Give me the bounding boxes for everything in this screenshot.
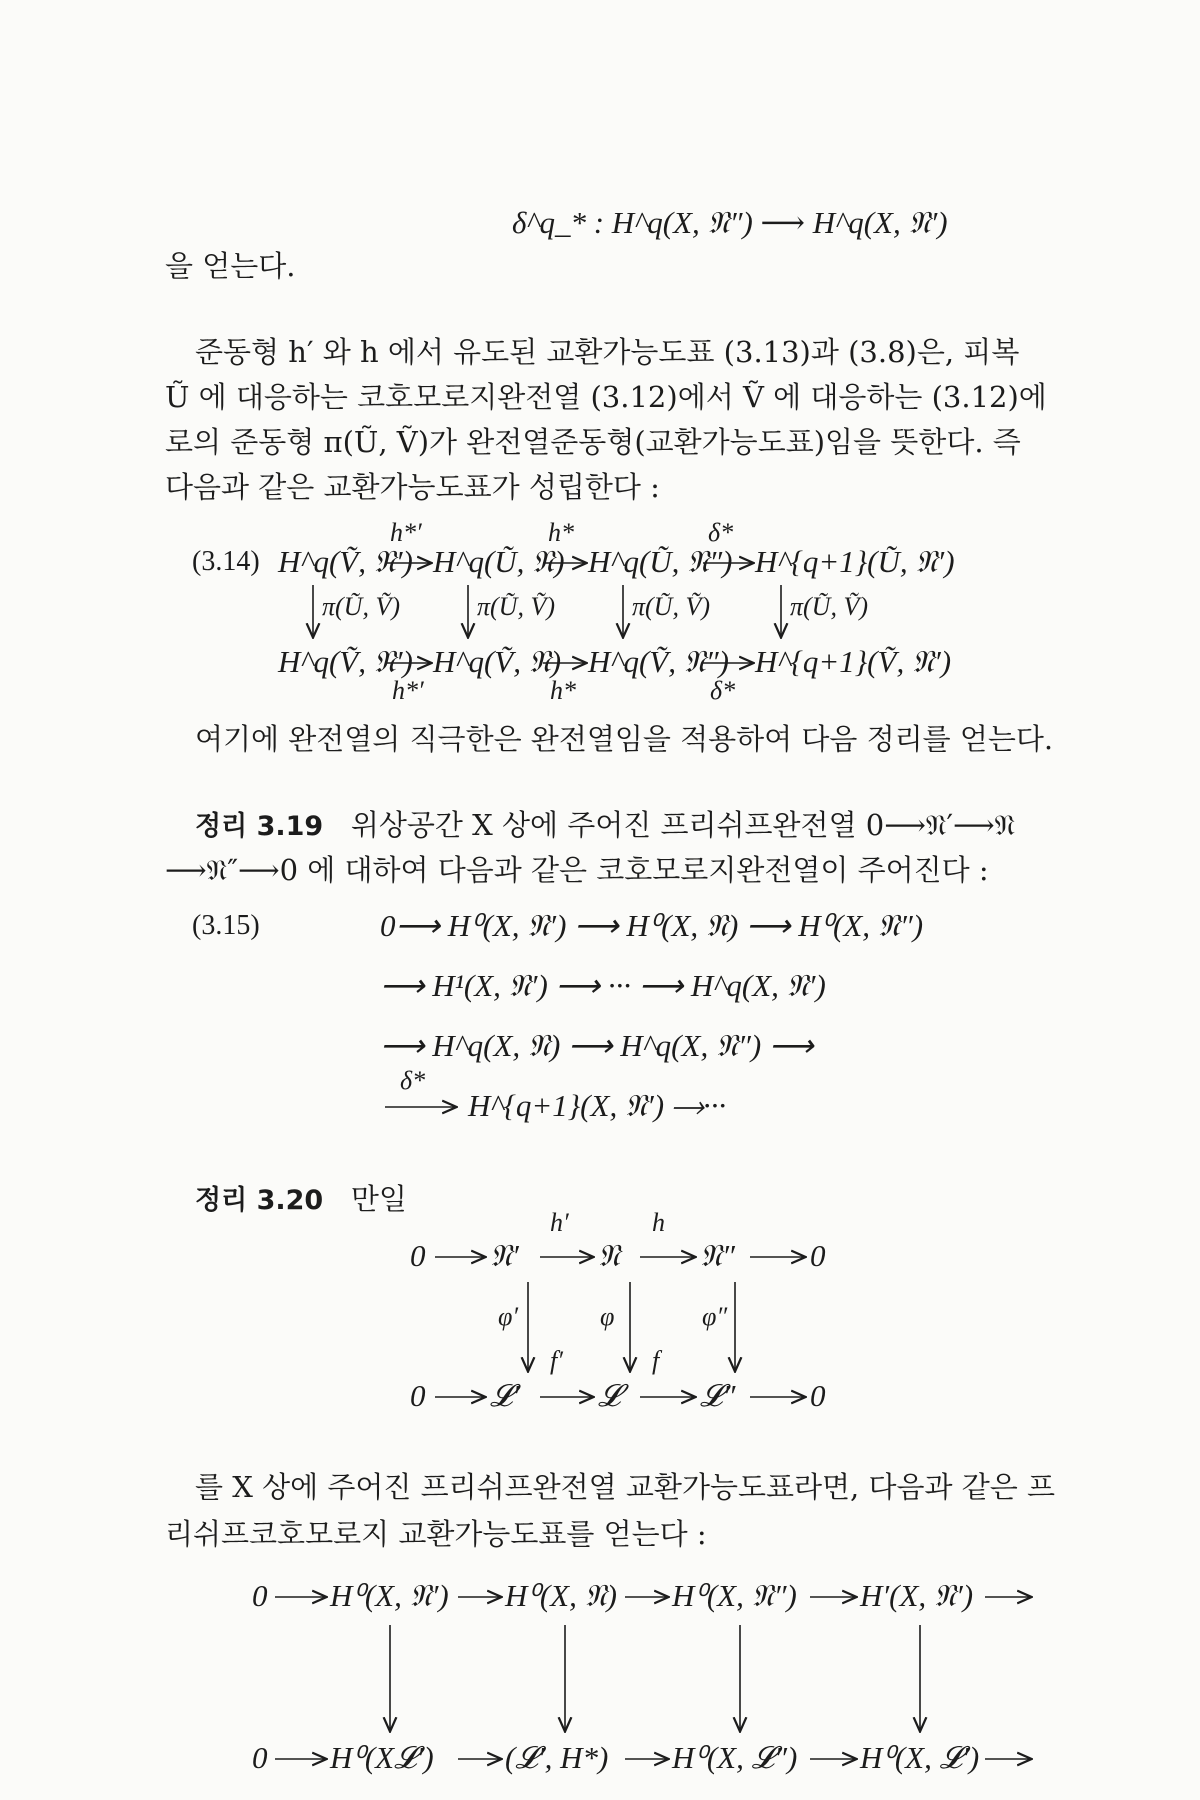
eq315-line2: ⟶ H¹(X, 𝔑′) ⟶ ··· ⟶ H^q(X, 𝔑′): [380, 968, 826, 1003]
para1-line3: 로의 준동형 π(Ũ, Ṽ)가 완전열준동형(교환가능도표)임을 뜻한다. 즉: [165, 425, 1021, 459]
d314-top-0: H^q(Ṽ, 𝔑′): [278, 544, 413, 579]
eq315-delta: δ*: [400, 1066, 426, 1095]
d320-vert-2: φ″: [702, 1302, 728, 1331]
d320-bottom-2: 𝓛: [598, 1378, 621, 1413]
dfin-top-0: 0: [252, 1578, 268, 1613]
d314-bottom-2: H^q(Ṽ, 𝔑″): [588, 644, 730, 679]
after320-line1: 를 X 상에 주어진 프리쉬프완전열 교환가능도표라면, 다음과 같은 프: [195, 1470, 1055, 1504]
d314-vert-2: π(Ũ, Ṽ): [632, 592, 710, 621]
eq315-line1: 0⟶ H⁰(X, 𝔑′) ⟶ H⁰(X, 𝔑) ⟶ H⁰(X, 𝔑″): [380, 908, 924, 943]
d320-bottom-1: 𝓛′: [490, 1378, 520, 1413]
thm319-statement: 위상공간 X 상에 주어진 프리쉬프완전열 0⟶𝔑′⟶𝔑: [350, 808, 1016, 842]
d320-bottom-3: 𝓛″: [700, 1378, 736, 1413]
d320-top-3: 𝔑″: [700, 1238, 735, 1273]
dfin-bottom-3: H⁰(X, 𝓛″): [672, 1740, 798, 1775]
d320-top-1: 𝔑′: [490, 1238, 519, 1273]
d314-top-arrow-2: δ*: [708, 518, 734, 547]
thm319-line2: ⟶𝔑″⟶0 에 대하여 다음과 같은 코호모로지완전열이 주어진다 :: [165, 853, 989, 887]
d314-bottom-arrow-2: δ*: [710, 676, 736, 705]
eq315-line4: H^{q+1}(X, 𝔑′) ⟶···: [468, 1088, 727, 1123]
para1-line4: 다음과 같은 교환가능도표가 성립한다 :: [165, 470, 660, 504]
dfin-bottom-2: (𝓛′, H*): [505, 1740, 609, 1775]
thm320-statement: 만일: [350, 1182, 407, 1216]
d314-vert-3: π(Ũ, Ṽ): [790, 592, 868, 621]
dfin-bottom-0: 0: [252, 1740, 268, 1775]
d314-bottom-arrow-1: h*: [550, 676, 576, 705]
d320-bottom-4: 0: [810, 1378, 826, 1413]
d320-vert-0: φ′: [498, 1302, 519, 1331]
para1-line1: 준동형 h′ 와 h 에서 유도된 교환가능도표 (3.13)과 (3.8)은, 피복: [195, 335, 1020, 369]
thm320-heading: 정리 3.20: [195, 1185, 324, 1216]
d320-bottom-arrow-0: f′: [550, 1346, 563, 1375]
d314-bottom-0: H^q(Ṽ, 𝔑′): [278, 644, 413, 679]
thm319-heading: 정리 3.19: [195, 811, 324, 842]
d314-top-arrow-1: h*: [548, 518, 574, 547]
d320-bottom-arrow-1: f: [652, 1346, 660, 1375]
d314-top-3: H^{q+1}(Ũ, 𝔑′): [755, 544, 955, 579]
dfin-bottom-4: H⁰(X, 𝓛′): [860, 1740, 980, 1775]
d320-top-0: 0: [410, 1238, 426, 1273]
d320-top-4: 0: [810, 1238, 826, 1273]
after-diagram-text: 여기에 완전열의 직극한은 완전열임을 적용하여 다음 정리를 얻는다.: [195, 722, 1054, 756]
dfin-top-1: H⁰(X, 𝔑′): [330, 1578, 449, 1613]
d314-bottom-3: H^{q+1}(Ṽ, 𝔑′): [755, 644, 952, 679]
d314-bottom-arrow-0: h*′: [392, 676, 424, 705]
d314-top-2: H^q(Ũ, 𝔑″): [588, 544, 733, 579]
d314-top-arrow-0: h*′: [390, 518, 422, 547]
para1-line2: Ũ 에 대응하는 코호모로지완전열 (3.12)에서 Ṽ 에 대응하는 (3.12)에: [165, 380, 1047, 414]
d314-bottom-1: H^q(Ṽ, 𝔑): [433, 644, 562, 679]
eq315-line3: ⟶ H^q(X, 𝔑) ⟶ H^q(X, 𝔑″) ⟶: [380, 1028, 814, 1063]
d320-top-arrow-1: h: [652, 1208, 665, 1237]
top-map-equation: δ^q_* : H^q(X, 𝔑″) ⟶ H^q(X, 𝔑′): [512, 205, 948, 240]
dfin-top-3: H⁰(X, 𝔑″): [672, 1578, 797, 1613]
d314-vert-0: π(Ũ, Ṽ): [322, 592, 400, 621]
eq-label-3-15: (3.15): [192, 910, 260, 941]
after320-line2: 리쉬프코호모로지 교환가능도표를 얻는다 :: [165, 1517, 707, 1551]
dfin-bottom-1: H⁰(X𝓛′): [330, 1740, 434, 1775]
d320-vert-1: φ: [600, 1302, 615, 1331]
d314-vert-1: π(Ũ, Ṽ): [477, 592, 555, 621]
dfin-top-2: H⁰(X, 𝔑): [505, 1578, 617, 1613]
eq-label-3-14: (3.14): [192, 546, 260, 577]
d320-bottom-0: 0: [410, 1378, 426, 1413]
d314-top-1: H^q(Ũ, 𝔑): [433, 544, 565, 579]
dfin-top-4: H′(X, 𝔑′): [860, 1578, 974, 1613]
d320-top-2: 𝔑: [598, 1238, 621, 1273]
obtain-text: 을 얻는다.: [165, 249, 296, 283]
d320-top-arrow-0: h′: [550, 1208, 569, 1237]
